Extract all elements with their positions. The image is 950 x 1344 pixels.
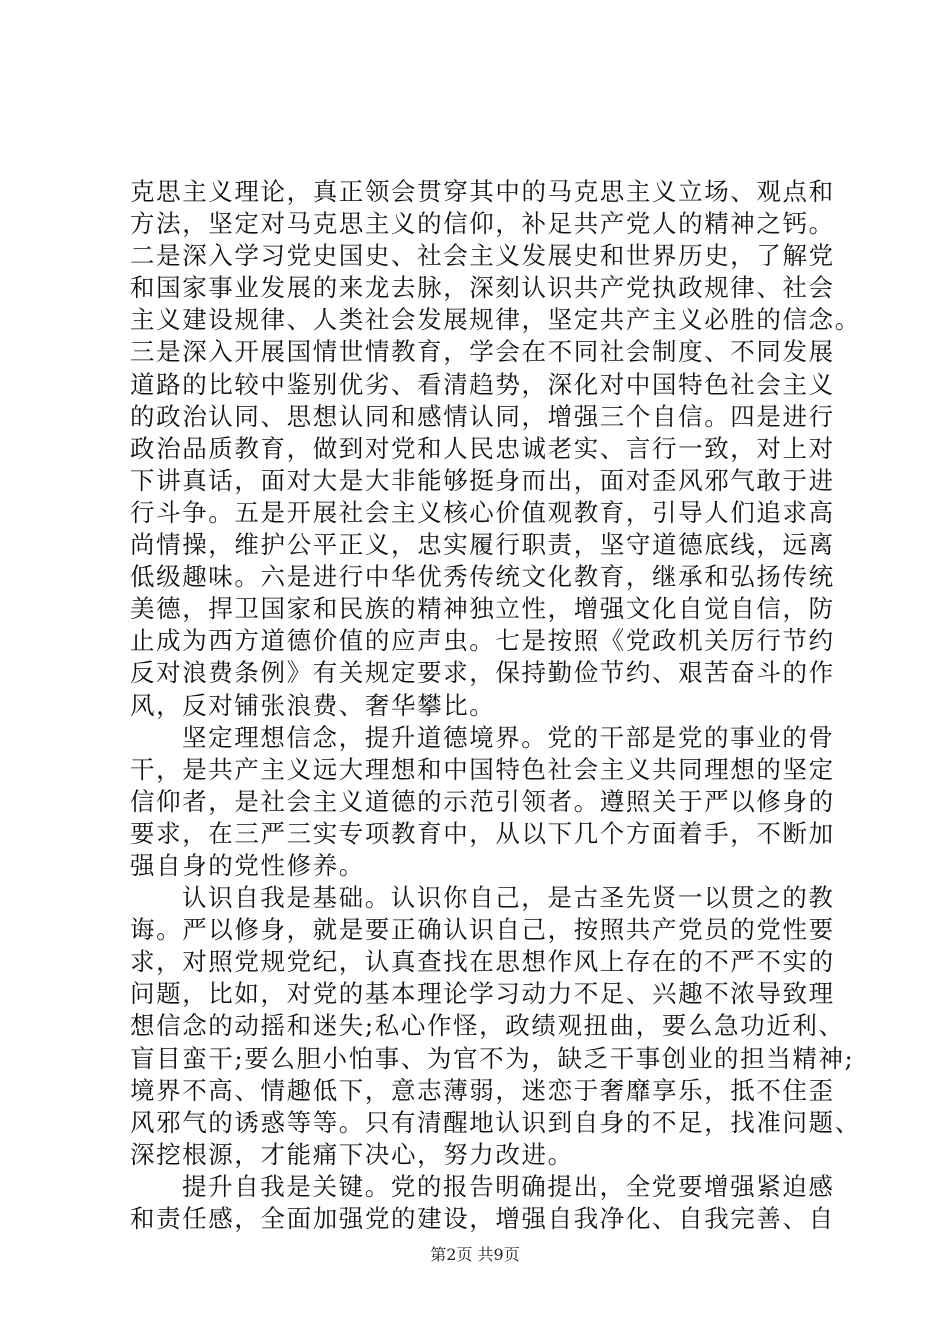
text-line: 政治品质教育，做到对党和人民忠诚老实、言行一致，对上对 <box>130 433 835 463</box>
text-line: 低级趣味。六是进行中华优秀传统文化教育，继承和弘扬传统 <box>130 562 835 592</box>
text-line: 美德，捍卫国家和民族的精神独立性，增强文化自觉自信，防 <box>130 594 835 624</box>
text-line: 强自身的党性修养。 <box>130 850 365 880</box>
text-line: 问题，比如，对党的基本理论学习动力不足、兴趣不浓导致理 <box>130 979 835 1009</box>
text-line: 深挖根源，才能痛下决心，努力改进。 <box>130 1139 574 1169</box>
text-line: 和国家事业发展的来龙去脉，深刻认识共产党执政规律、社会 <box>130 273 835 303</box>
text-line: 的政治认同、思想认同和感情认同，增强三个自信。四是进行 <box>130 401 835 431</box>
text-line: 求，对照党规党纪，认真查找在思想作风上存在的不严不实的 <box>130 947 835 977</box>
text-line: 主义建设规律、人类社会发展规律，坚定共产主义必胜的信念。 <box>130 305 861 335</box>
text-line: 二是深入学习党史国史、社会主义发展史和世界历史，了解党 <box>130 241 835 271</box>
text-line: 干，是共产主义远大理想和中国特色社会主义共同理想的坚定 <box>130 754 835 784</box>
page-footer: 第2页 共9页 <box>430 1245 520 1264</box>
text-line: 反对浪费条例》有关规定要求，保持勤俭节约、艰苦奋斗的作 <box>130 658 835 688</box>
text-line: 想信念的动摇和迷失;私心作怪，政绩观扭曲，要么急功近利、 <box>130 1011 845 1041</box>
text-line: 风，反对铺张浪费、奢华攀比。 <box>130 690 496 720</box>
text-line: 方法，坚定对马克思主义的信仰，补足共产党人的精神之钙。 <box>130 209 835 239</box>
text-line: 认识自我是基础。认识你自己，是古圣先贤一以贯之的教 <box>182 883 835 913</box>
text-line: 止成为西方道德价值的应声虫。七是按照《党政机关厉行节约 <box>130 626 835 656</box>
text-line: 风邪气的诱惑等等。只有清醒地认识到自身的不足，找准问题、 <box>130 1107 861 1137</box>
text-line: 克思主义理论，真正领会贯穿其中的马克思主义立场、观点和 <box>130 177 835 206</box>
text-line: 盲目蛮干;要么胆小怕事、为官不为，缺乏干事创业的担当精神; <box>130 1043 855 1073</box>
text-line: 行斗争。五是开展社会主义核心价值观教育，引导人们追求高 <box>130 497 835 527</box>
document-body <box>130 176 861 1235</box>
text-line: 提升自我是关键。党的报告明确提出，全党要增强紧迫感 <box>182 1171 835 1201</box>
text-line: 尚情操，维护公平正义，忠实履行职责，坚守道德底线，远离 <box>130 530 835 560</box>
text-line: 道路的比较中鉴别优劣、看清趋势，深化对中国特色社会主义 <box>130 369 835 399</box>
text-line: 和责任感，全面加强党的建设，增强自我净化、自我完善、自 <box>130 1204 835 1233</box>
text-line: 境界不高、情趣低下，意志薄弱，迷恋于奢靡享乐，抵不住歪 <box>130 1075 835 1105</box>
text-line: 下讲真话，面对大是大非能够挺身而出，面对歪风邪气敢于进 <box>130 465 835 495</box>
text-line: 坚定理想信念，提升道德境界。党的干部是党的事业的骨 <box>182 722 835 752</box>
text-line: 三是深入开展国情世情教育，学会在不同社会制度、不同发展 <box>130 337 835 367</box>
text-line: 信仰者，是社会主义道德的示范引领者。遵照关于严以修身的 <box>130 786 835 816</box>
text-line: 诲。严以修身，就是要正确认识自己，按照共产党员的党性要 <box>130 915 835 945</box>
text-line: 要求，在三严三实专项教育中，从以下几个方面着手，不断加 <box>130 818 835 848</box>
